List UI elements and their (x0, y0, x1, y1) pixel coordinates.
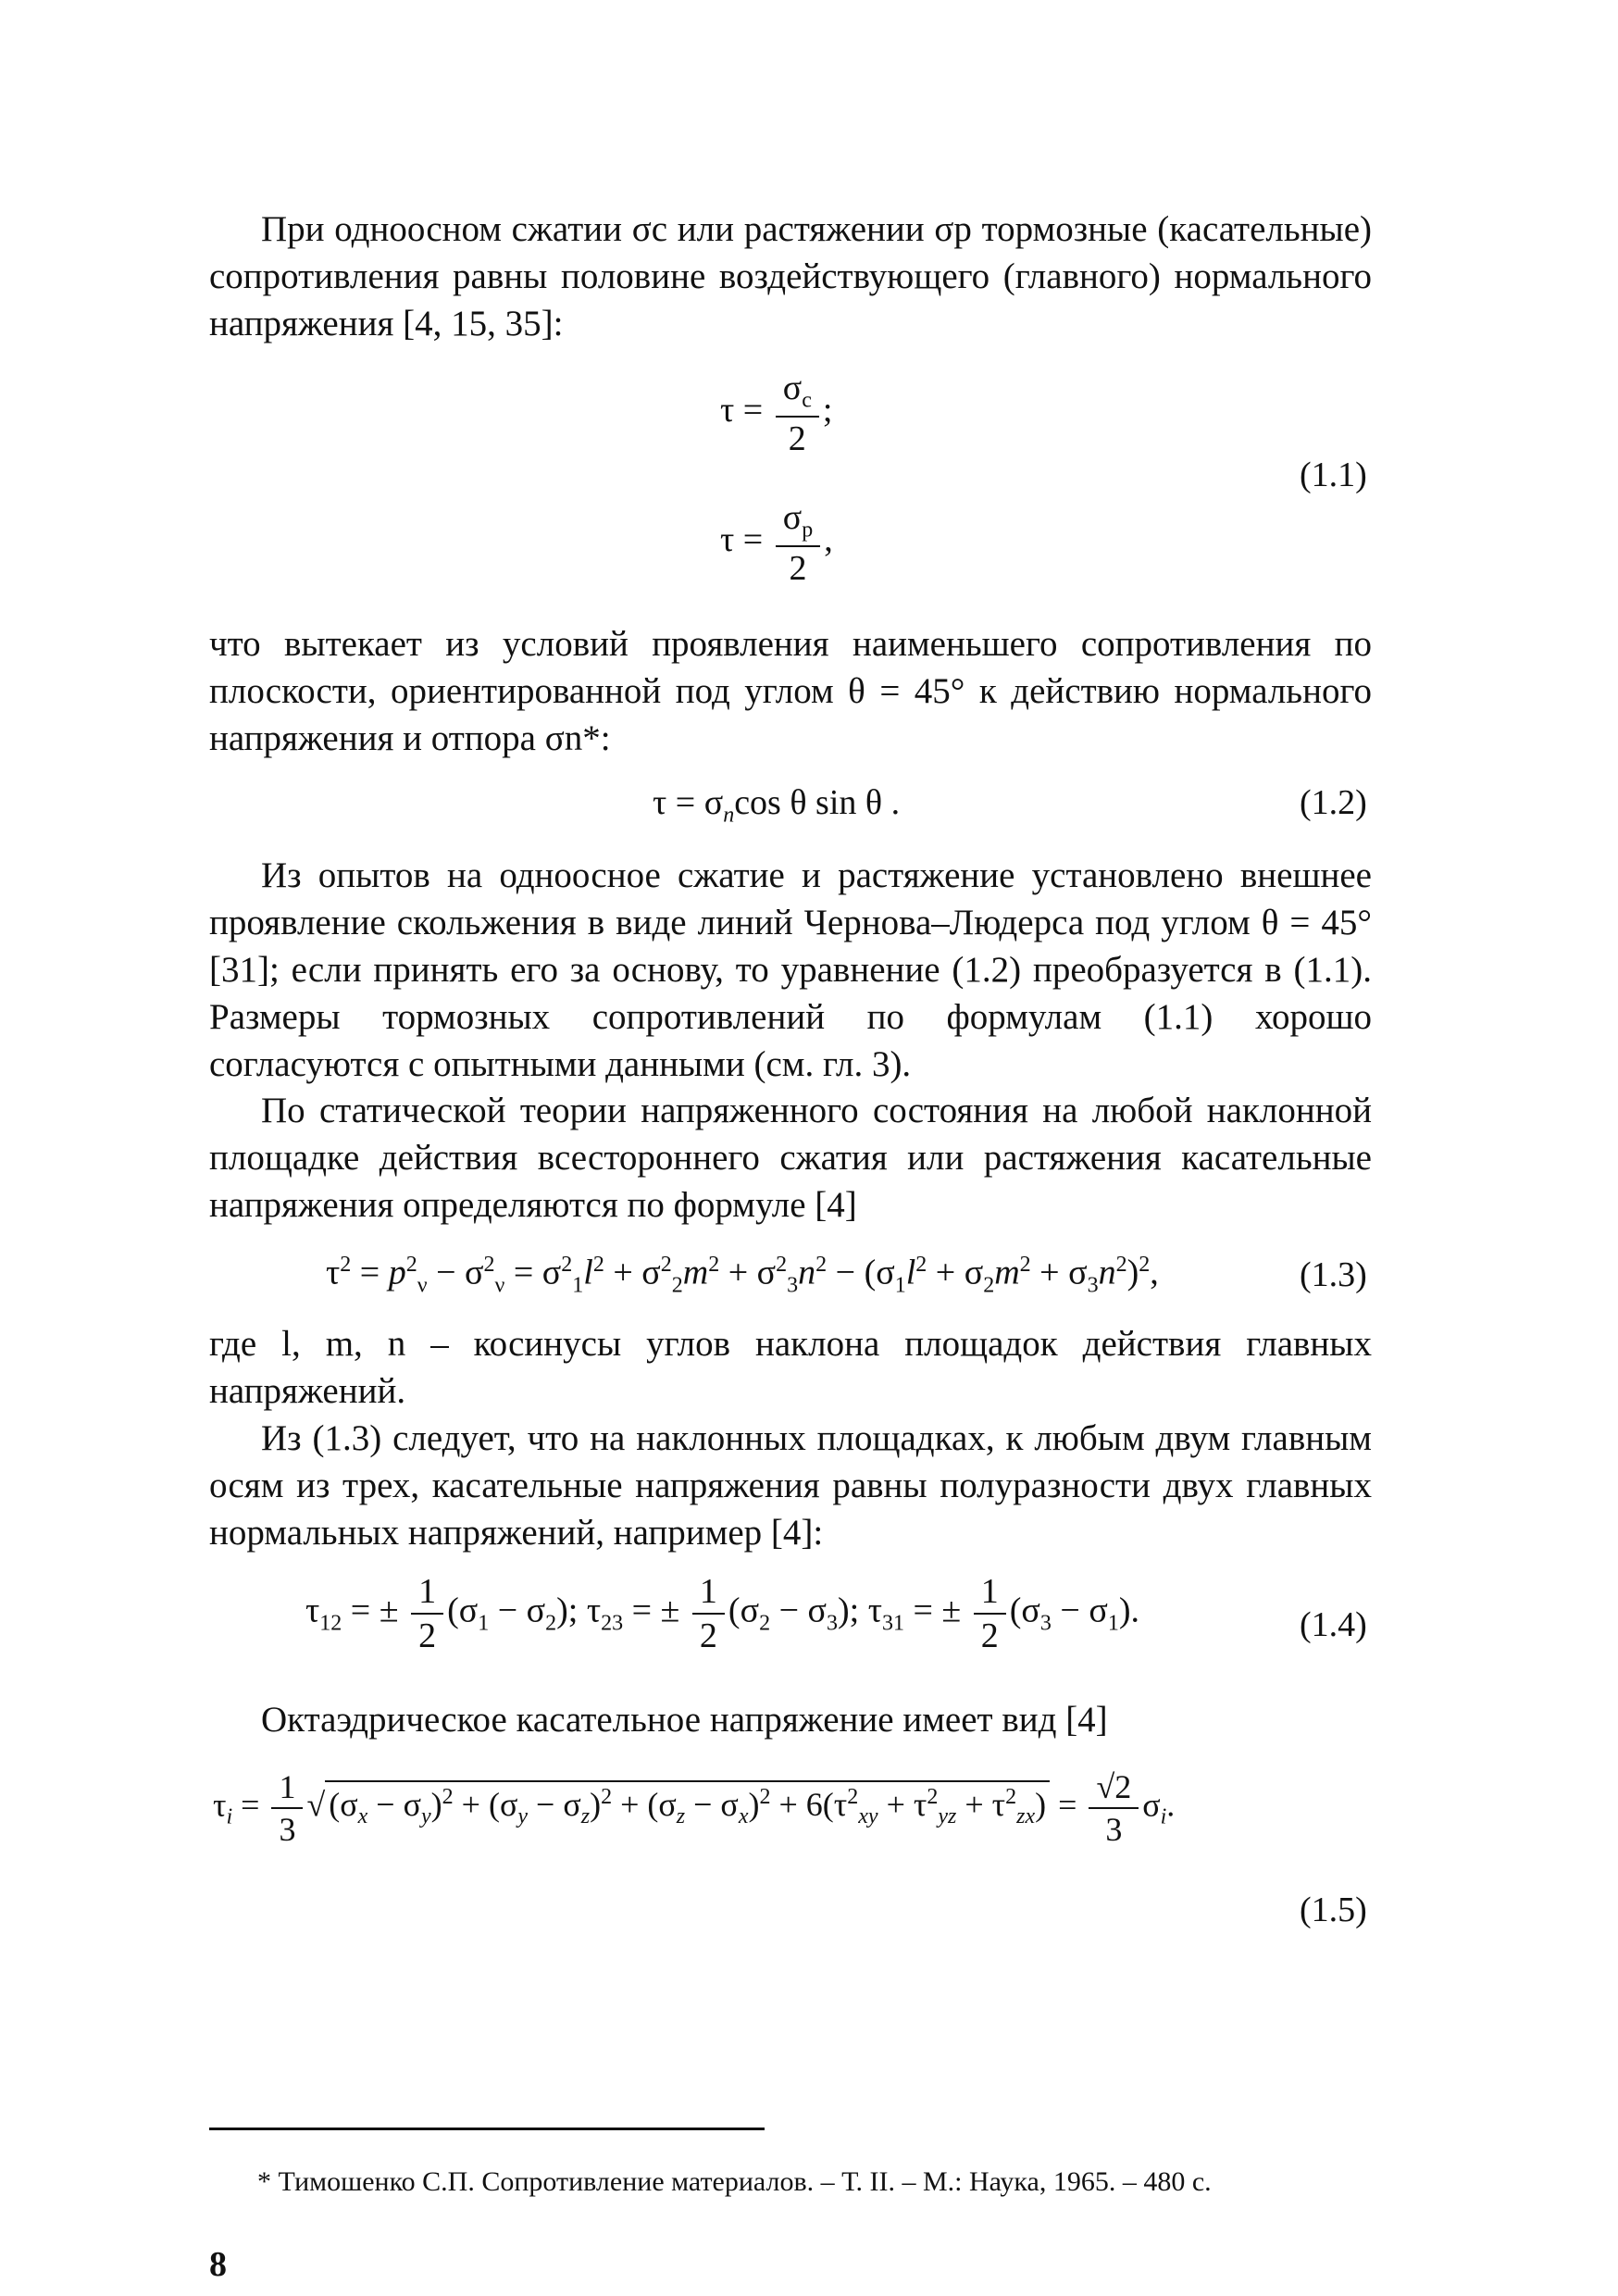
equation-number-1-1: (1.1) (1300, 455, 1367, 494)
paragraph-static-theory: По статической теории напряженного состояния на любой наклонной площадке действия всестороннего сжатия или растяжения касательные напряжения определяются по формуле [4] (209, 1091, 1372, 1225)
equation-number-1-5: (1.5) (1300, 1890, 1367, 1929)
paragraph-cosines: где l, m, n – косинусы углов наклона площадок действия главных напряжений. (209, 1324, 1372, 1411)
equation-number-1-4: (1.4) (1300, 1605, 1367, 1644)
equation-1-2: $\tau = \sigma_n\cos$ θ sin θ . (653, 783, 901, 828)
equation-1-5: $\tau_i$ = $\frac{1}{3}$ √ $(\sigma_x - \sigma_y)^2 + (\sigma_y - \sigma_z)^2 + (\sigma_z - \sigma_x)^2 + 6(\tau^2_{xy} + \tau^2_{yz} + \tau^2_{zx})$ = $\frac{√2}{3}$ $\sigma_i$. (213, 1768, 1176, 1848)
page-number: 8 (209, 2245, 227, 2284)
equation-number-1-2: (1.2) (1300, 783, 1367, 822)
footnote: * Тимошенко С.П. Сопротивление материалов. – Т. II. – М.: Наука, 1965. – 480 с. (257, 2166, 1212, 2197)
paragraph-experiments: Из опытов на одноосное сжатие и растяжение установлено внешнее проявление скольжения в виде линий Чернова–Людерса под углом θ = 45° [31]; если принять его за основу, то уравнение (1.2) преобразуется в (1.1). Размеры тормозных сопротивлений по формулам (1.1) хорошо согласуются с опытными данными (см. гл. 3). (209, 855, 1372, 1084)
equation-1-3: $\tau^2 = p^2_\nu - \sigma^2_\nu = \sigma^2_1l^2 + \sigma^2_2m^2 + \sigma^2_3n^2 - (\sigma_1l^2 + \sigma_2m^2 + \sigma_3n^2)^2$, (326, 1253, 1159, 1298)
paragraph-octahedral: Октаэдрическое касательное напряжение имеет вид [4] (261, 1700, 1108, 1740)
paragraph-intro: При одноосном сжатии σc или растяжении σp тормозные (касательные) сопротивления равны половине воздействующего (главного) нормального напряжения [4, 15, 35]: (209, 209, 1372, 343)
footnote-divider (209, 2128, 765, 2130)
paragraph-explanation: что вытекает из условий проявления наименьшего сопротивления по плоскости, ориентированной под углом θ = 45° к действию нормального напряжения и отпора σn*: (209, 624, 1372, 758)
equation-1-1b: τ = $\frac{\sigma_p}{2}$ , (720, 498, 833, 588)
equation-1-4: $\tau_{12}$ = ± $\frac{1}{2}$ $(\sigma_1 - \sigma_2)$; $\tau_{23}$ = ± $\frac{1}{2}$ $(\sigma_2 - \sigma_3)$; $\tau_{31}$ = ± $\frac{1}{2}$ $(\sigma_3 - \sigma_1)$. (305, 1572, 1139, 1655)
equation-number-1-3: (1.3) (1300, 1255, 1367, 1294)
equation-1-1a: τ = $\frac{\sigma_c}{2}$ ; (720, 368, 833, 458)
paragraph-consequence: Из (1.3) следует, что на наклонных площадках, к любым двум главным осям из трех, касательные напряжения равны полуразности двух главных нормальных напряжений, например [4]: (209, 1418, 1372, 1553)
